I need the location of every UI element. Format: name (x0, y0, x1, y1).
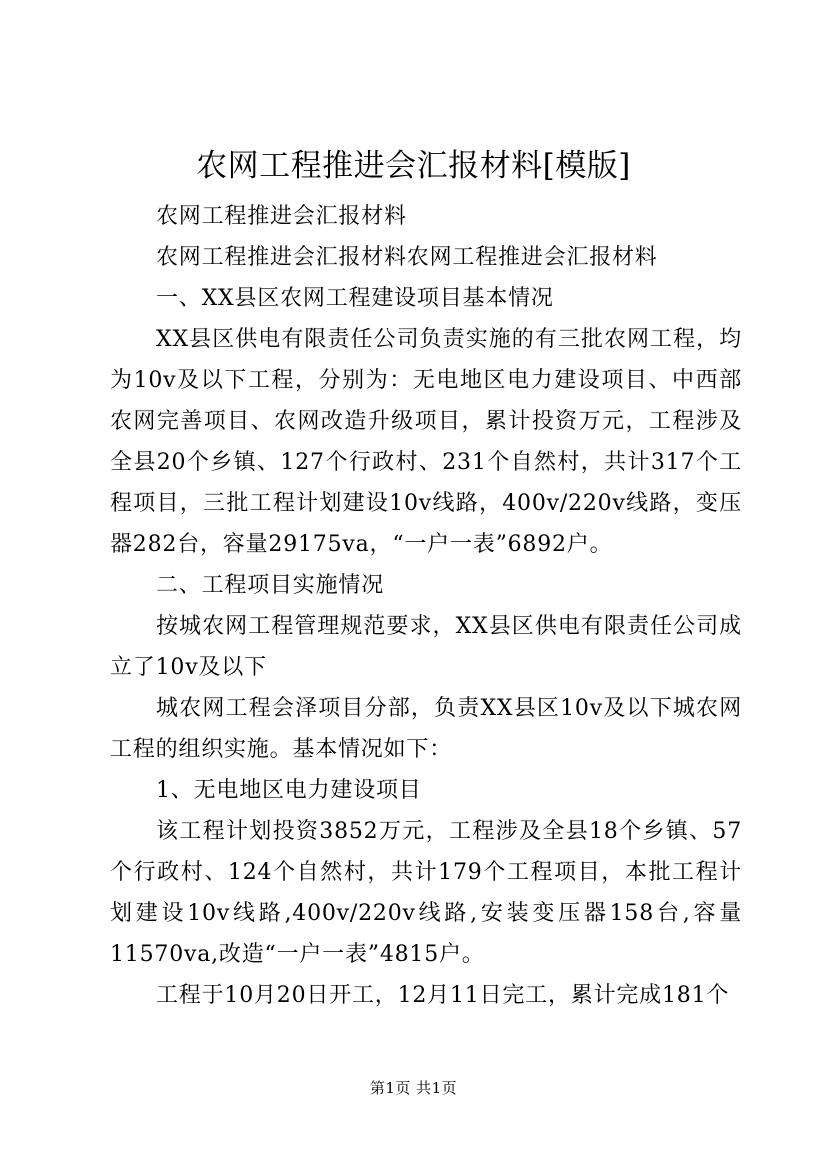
paragraph-schedule: 工程于10月20日开工，12月11日完工，累计完成181个 (156, 983, 730, 1008)
paragraph-project-department: 城农网工程会泽项目分部，负责XX县区10v及以下城农网工程的组织实施。基本情况如下： (110, 696, 742, 762)
paragraph-subtitle: 农网工程推进会汇报材料 (156, 204, 407, 229)
paragraph-management-requirements: 按城农网工程管理规范要求，XX县区供电有限责任公司成立了10v及以下 (110, 614, 742, 680)
paragraph-repeated-title: 农网工程推进会汇报材料农网工程推进会汇报材料 (156, 245, 658, 270)
section-heading-1: 一、XX县区农网工程建设项目基本情况 (156, 286, 554, 311)
paragraph-basic-situation: XX县区供电有限责任公司负责实施的有三批农网工程，均为10v及以下工程，分别为：无电地区电力建设项目、中西部农网完善项目、农网改造升级项目，累计投资万元，工程涉及全县20个乡镇、127个行政村、231个自然村，共计317个工程项目，三批工程计划建设10v线路，400v/220v线路，变压器282台，容量29175va，“一户一表”6892户。 (110, 327, 742, 557)
paragraph-investment-details: 该工程计划投资3852万元，工程涉及全县18个乡镇、57个行政村、124个自然村，共计179个工程项目，本批工程计划建设10v线路,400v/220v线路,安装变压器158台,容量11570va,改造“一户一表”4815户。 (110, 819, 742, 967)
section-heading-2: 二、工程项目实施情况 (156, 573, 385, 598)
page-footer: 第1页 共1页 (369, 1079, 458, 1097)
subsection-heading-1: 1、无电地区电力建设项目 (156, 778, 422, 803)
document-body (110, 196, 742, 1016)
document-title: 农网工程推进会汇报材料[模版] (196, 148, 631, 184)
